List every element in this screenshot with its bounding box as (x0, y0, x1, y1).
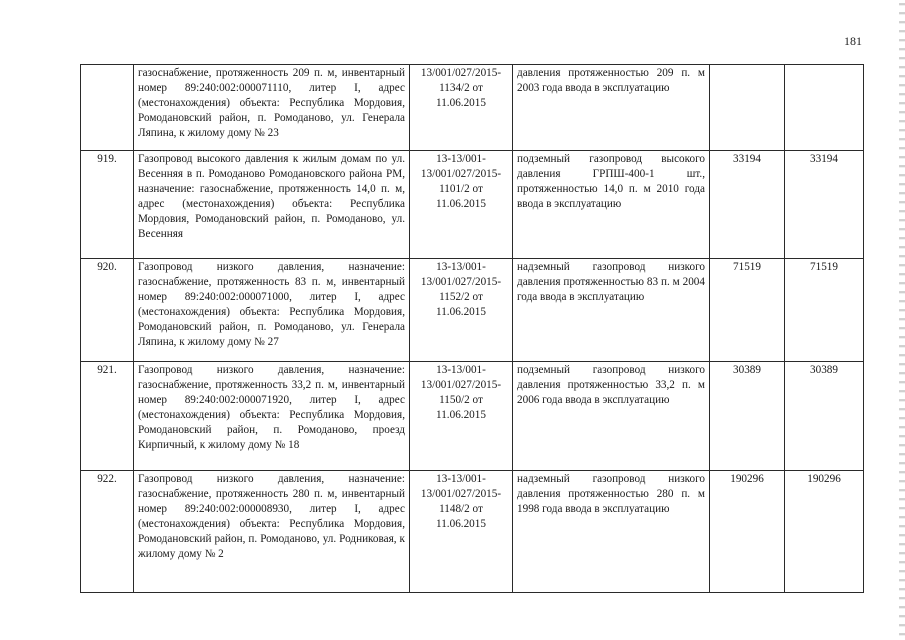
object-type-cell: давления протяженностью 209 п. м 2003 года ввода в эксплуатацию (513, 65, 710, 151)
row-number-cell: 919. (81, 151, 134, 259)
property-registry-table (80, 64, 864, 593)
row-number-cell: 920. (81, 259, 134, 362)
value-cell-2: 190296 (785, 471, 864, 593)
value-cell-2 (785, 65, 864, 151)
row-number-cell: 922. (81, 471, 134, 593)
object-description-cell: Газопровод высокого давления к жилым домам по ул. Весенняя в п. Ромоданово Ромодановского района РМ, назначение: газоснабжение, протяженность 14,0 п. м, адрес (местонахождения) объекта: Республика Мордовия, Ромодановский район, п. Ромоданово, ул. Весенняя (134, 151, 410, 259)
registration-number-cell: 13-13/001-13/001/027/2015-1150/2 от 11.06.2015 (410, 362, 513, 471)
value-cell-2: 33194 (785, 151, 864, 259)
object-description-cell: Газопровод низкого давления, назначение: газоснабжение, протяженность 280 п. м, инвентарный номер 89:240:002:000008930, литер I, адрес (местонахождения) объекта: Республика Мордовия, Ромодановский район, п. Ромоданово, ул. Родниковая, к жилому дому № 2 (134, 471, 410, 593)
object-description-cell: газоснабжение, протяженность 209 п. м, инвентарный номер 89:240:002:000071110, литер I, адрес (местонахождения) объекта: Республика Мордовия, Ромодановский район, п. Ромоданово, ул. Генерала Ляпина, к жилому дому № 23 (134, 65, 410, 151)
value-cell-1: 33194 (710, 151, 785, 259)
object-type-cell: надземный газопровод низкого давления протяженностью 83 п. м 2004 года ввода в эксплуатацию (513, 259, 710, 362)
object-type-cell: подземный газопровод высокого давления ГРПШ-400-1 шт., протяженностью 14,0 п. м 2010 года ввода в эксплуатацию (513, 151, 710, 259)
registration-number-cell: 13/001/027/2015-1134/2 от 11.06.2015 (410, 65, 513, 151)
row-number-cell: 921. (81, 362, 134, 471)
row-number-cell (81, 65, 134, 151)
value-cell-1 (710, 65, 785, 151)
scan-edge-artifact (899, 0, 905, 640)
value-cell-1: 30389 (710, 362, 785, 471)
registration-number-cell: 13-13/001-13/001/027/2015-1101/2 от 11.06.2015 (410, 151, 513, 259)
value-cell-1: 190296 (710, 471, 785, 593)
value-cell-2: 30389 (785, 362, 864, 471)
registration-number-cell: 13-13/001-13/001/027/2015-1152/2 от 11.06.2015 (410, 259, 513, 362)
page-number: 181 (844, 34, 862, 48)
table-row (81, 151, 864, 259)
value-cell-2: 71519 (785, 259, 864, 362)
table-row (81, 471, 864, 593)
registration-number-cell: 13-13/001-13/001/027/2015-1148/2 от 11.06.2015 (410, 471, 513, 593)
object-description-cell: Газопровод низкого давления, назначение: газоснабжение, протяженность 33,2 п. м, инвентарный номер 89:240:002:000071920, литер I, адрес (местонахождения) объекта: Республика Мордовия, Ромодановский район, п. Ромоданово, проезд Кирпичный, к жилому дому № 18 (134, 362, 410, 471)
table-row (81, 65, 864, 151)
object-description-cell: Газопровод низкого давления, назначение: газоснабжение, протяженность 83 п. м, инвентарный номер 89:240:002:000071000, литер I, адрес (местонахождения) объекта: Республика Мордовия, Ромодановский район, п. Ромоданово, ул. Генерала Ляпина, к жилому дому № 27 (134, 259, 410, 362)
table-row (81, 259, 864, 362)
object-type-cell: подземный газопровод низкого давления протяженностью 33,2 п. м 2006 года ввода в эксплуатацию (513, 362, 710, 471)
value-cell-1: 71519 (710, 259, 785, 362)
object-type-cell: надземный газопровод низкого давления протяженностью 280 п. м 1998 года ввода в эксплуатацию (513, 471, 710, 593)
table-row (81, 362, 864, 471)
